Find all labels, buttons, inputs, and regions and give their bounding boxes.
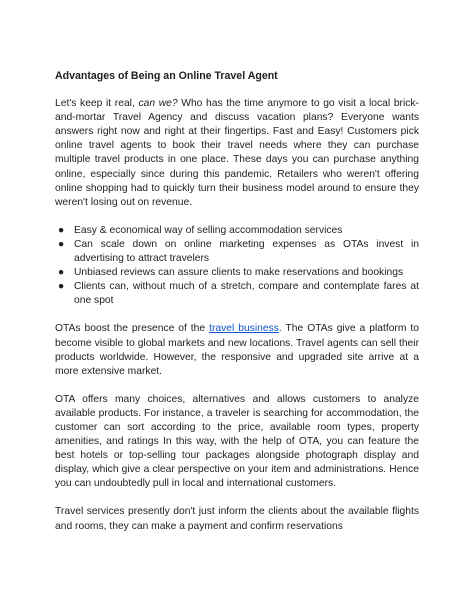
- list-item-text: Clients can, without much of a stretch, compare and contemplate fares at one spot: [74, 281, 419, 307]
- advantages-list: [55, 224, 419, 309]
- bullet-icon: ●: [58, 281, 65, 293]
- intro-paragraph: [55, 97, 419, 210]
- document-page: [55, 69, 419, 548]
- list-item: [55, 224, 419, 238]
- bullet-icon: ●: [58, 238, 65, 250]
- bullet-icon: ●: [58, 224, 65, 236]
- list-item-text: Unbiased reviews can assure clients to make reservations and bookings: [74, 267, 404, 279]
- paragraph-text-start: OTAs boost the presence of the: [55, 323, 210, 335]
- travel-business-link[interactable]: travel business: [209, 323, 279, 335]
- list-item: [55, 238, 419, 266]
- list-item-text: Can scale down on online marketing expenses as OTAs invest in advertising to attract travelers: [74, 238, 419, 265]
- intro-text-start: Let's keep it real,: [55, 98, 139, 110]
- document-title: Advantages of Being an Online Travel Agent: [55, 70, 278, 82]
- intro-italic-text: can we?: [138, 98, 178, 110]
- intro-text-end: Who has the time anymore to go visit a local brick-and-mortar Travel Agency and discuss vacation plans? Everyone wants answers right now and right at their fingertips. Fast and Easy! Customers pick online travel agents to book their travel needs where they can purchase multiple travel products in one place. These days you can purchase anything online, especially since during this pandemic. Retailers who weren't offering online shopping had to quickly turn their business model around to ensure they weren't losing out on revenue.: [55, 98, 419, 208]
- ota-presence-paragraph: [55, 322, 419, 378]
- ota-choices-paragraph: OTA offers many choices, alternatives and allows customers to analyze available products. For instance, a traveler is searching for accommodation, the customer can sort according to the price, available room types, property amenities, and ratings In this way, with the help of OTA, you can feature the best hotels or top-selling tour packages alongside photograph display and display, which give a clear perspective on your item and administrations. Hence you can undoubtedly pull in local and international customers.: [55, 393, 419, 490]
- travel-services-paragraph: Travel services presently don't just inform the clients about the available flights and rooms, they can make a payment and confirm reservations: [55, 506, 419, 532]
- list-item: [55, 280, 419, 308]
- list-item: [55, 266, 419, 280]
- bullet-icon: ●: [58, 267, 65, 279]
- paragraph-text-end: . The OTAs give a platform to become visible to global markets and new locations. Travel agents can sell their products worldwide. However, the responsive and upgraded site arrive at a more extensive market.: [55, 323, 419, 377]
- list-item-text: Easy & economical way of selling accommodation services: [74, 224, 343, 236]
